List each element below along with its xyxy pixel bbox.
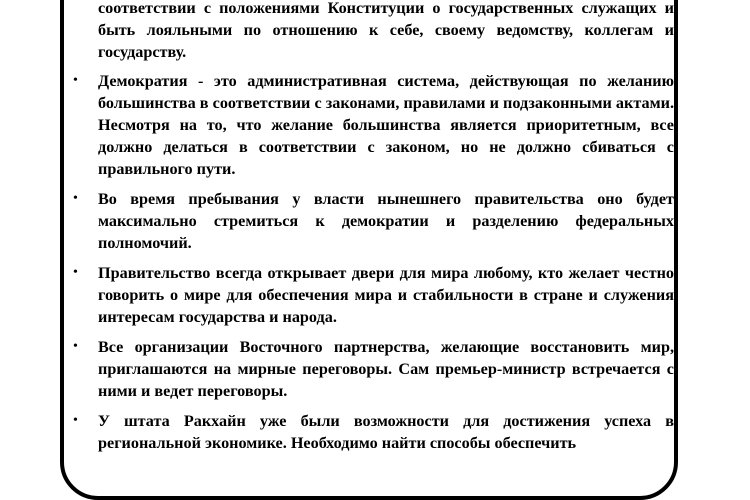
bullet-text: Демократия - это административная система, действующая по желанию большинства в соответствии с законами, правилами и подзаконными актами. Несмотря на то, что желание большинства является приоритетным, все должно делаться в соответствии с законом, но не должно сбиваться с правильного пути. bbox=[98, 72, 674, 178]
list-item bbox=[73, 410, 674, 454]
list-item bbox=[73, 336, 674, 402]
bullet-list bbox=[73, 70, 674, 454]
bullet-text: Правительство всегда открывает двери для мира любому, кто желает честно говорить о мире для обеспечения мира и стабильности в стране и служения интересам государства и народа. bbox=[98, 264, 674, 326]
list-item bbox=[73, 262, 674, 328]
bullet-text: У штата Ракхайн уже были возможности для достижения успеха в региональной экономике. Необходимо найти способы обеспечить bbox=[98, 412, 674, 452]
bullet-icon: • bbox=[73, 265, 78, 280]
bullet-text: Во время пребывания у власти нынешнего правительства оно будет максимально стремиться к демократии и разделению федеральных полномочий. bbox=[98, 190, 674, 252]
bullet-icon: • bbox=[73, 339, 78, 354]
bullet-icon: • bbox=[73, 413, 78, 428]
bullet-text: Все организации Восточного партнерства, желающие восстановить мир, приглашаются на мирные переговоры. Сам премьер-министр встречается с ними и ведет переговоры. bbox=[98, 338, 674, 400]
document-body bbox=[73, 0, 674, 462]
list-item bbox=[73, 188, 674, 254]
intro-paragraph: соответствии с положениями Конституции о государственных служащих и быть лояльными по отношению к себе, своему ведомству, коллегам и государству. bbox=[98, 0, 674, 61]
bullet-icon: • bbox=[73, 191, 78, 206]
list-item bbox=[73, 70, 674, 180]
bullet-icon: • bbox=[73, 73, 78, 88]
